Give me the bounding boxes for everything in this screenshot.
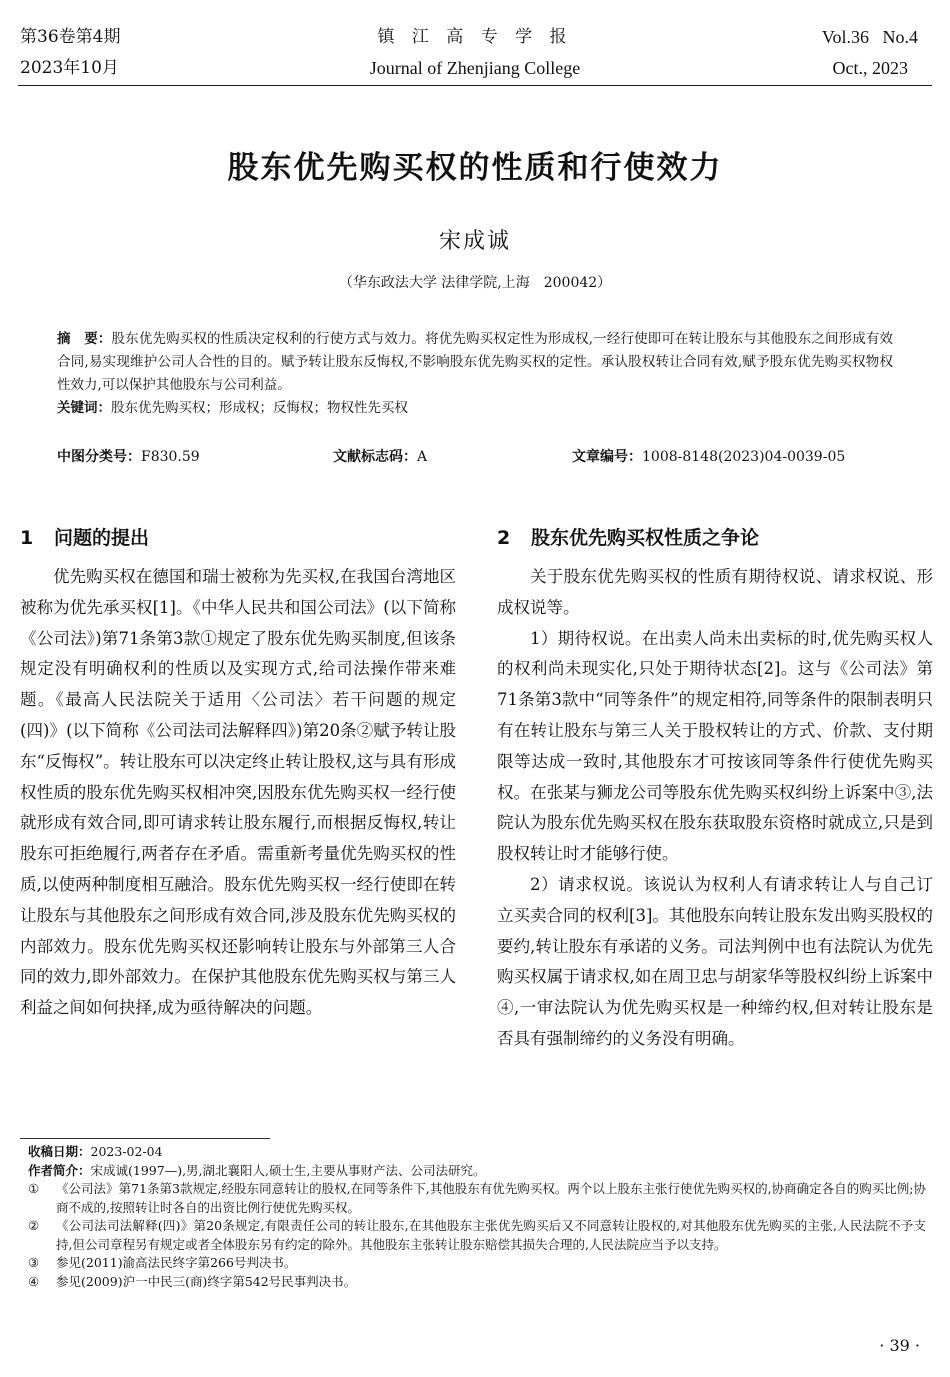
page-number: · 39 ·: [879, 1336, 920, 1355]
footnote-mark: 收稿日期：: [28, 1144, 91, 1159]
footnote-text: 宋成诚(1997—),男,湖北襄阳人,硕士生,主要从事财产法、公司法研究。: [90, 1162, 486, 1178]
footnote-received: [28, 1143, 926, 1162]
footnote-text: 《公司法》第71条第3款规定,经股东同意转让的股权,在同等条件下,其他股东有优先购买权。两个以上股东主张行使优先购买权的,协商确定各自的购买比例;协商不成的,按照转让时各自的出资比例行使优先购买权。: [56, 1181, 926, 1215]
abstract-block: [57, 328, 893, 420]
clc-code: [57, 446, 200, 466]
section-title: 股东优先购买权性质之争论: [531, 527, 760, 549]
footnote-text: 参见(2009)沪一中民三(商)终字第542号民事判决书。: [56, 1273, 357, 1289]
doc-code-value: A: [417, 449, 428, 465]
right-column: [497, 523, 933, 1055]
footnote-author: [28, 1162, 926, 1181]
header-rule: [18, 85, 932, 86]
header-journal-en: Journal of Zhenjiang College: [369, 58, 581, 78]
abstract-label: 摘 要：: [57, 331, 112, 347]
left-column: [20, 523, 456, 1024]
header-date-en: Oct., 2023: [832, 58, 908, 78]
article-number: [572, 446, 845, 466]
clc-label: 中图分类号：: [57, 449, 141, 465]
body-paragraph: 2）请求权说。该说认为权利人有请求转让人与自己订立买卖合同的权利[3]。其他股东向转让股东发出购买股权的要约,转让股东有承诺的义务。司法判例中也有法院认为优先购买权属于请求权,如在周卫忠与胡家华等股权纠纷上诉案中④,一审法院认为优先购买权是一种缔约权,但对转让股东是否具有强制缔约的义务没有明确。: [497, 874, 933, 1048]
keywords: [57, 397, 893, 420]
footnote-mark: ③: [28, 1255, 40, 1270]
footnote-mark: ②: [28, 1218, 40, 1233]
article-no-label: 文章编号：: [572, 449, 642, 465]
article-title: 股东优先购买权的性质和行使效力: [227, 150, 723, 186]
author-affiliation: （华东政法大学 法律学院,上海 200042）: [338, 275, 612, 291]
article-no-value: 1008-8148(2023)04-0039-05: [642, 449, 846, 465]
header-date-cn: 2023年10月: [20, 58, 119, 78]
header-volume-cn: 第36卷第4期: [20, 27, 121, 47]
author-name: 宋成诚: [438, 229, 511, 254]
footnote-mark: ④: [28, 1273, 40, 1289]
section-heading: [20, 523, 456, 553]
footnote-text: 《公司法司法解释(四)》第20条规定,有限责任公司的转让股东,在其他股东主张优先购买后又不同意转让股权的,对其他股东优先购买的主张,人民法院不予支持,但公司章程另有规定或者全体股东另有约定的除外。其他股东主张转让股东赔偿其损失合理的,人民法院应当予以支持。: [56, 1218, 926, 1252]
section-title: 问题的提出: [54, 527, 150, 549]
section-number: 2: [497, 527, 511, 549]
body-paragraph: 优先购买权在德国和瑞士被称为先买权,在我国台湾地区被称为优先承买权[1]。《中华人民共和国公司法》(以下简称《公司法》)第71条第3款①规定了股东优先购买制度,但该条规定没有明确权利的性质以及实现方式,给司法操作带来难题。《最高人民法院关于适用〈公司法〉若干问题的规定(四)》(以下简称《公司法司法解释四》)第20条②赋予转让股东“反悔权”。转让股东可以决定终止转让股权,这与具有形成权性质的股东优先购买权相冲突,因股东优先购买权一经行使就形成有效合同,即可请求转让股东履行,而根据反悔权,转让股东可拒绝履行,两者存在矛盾。需重新考量优先购买权的性质,以使两种制度相互融洽。股东优先购买权一经行使即在转让股东与其他股东之间形成有效合同,涉及股东优先购买权的内部效力。股东优先购买权还影响转让股东与外部第三人合同的效力,即外部效力。在保护其他股东优先购买权与第三人利益之间如何抉择,成为亟待解决的问题。: [20, 567, 456, 1018]
footnote-item: [28, 1217, 926, 1254]
footnote-item: [28, 1273, 926, 1292]
section-heading: [497, 523, 933, 553]
section-number: 1: [20, 527, 34, 549]
footnote-item: [28, 1180, 926, 1217]
body-paragraph: 1）期待权说。在出卖人尚未出卖标的时,优先购买权人的权利尚未现实化,只处于期待状态[2]。这与《公司法》第71条第3款中“同等条件”的规定相符,同等条件的限制表明只有在转让股东与第三人关于股权转让的方式、价款、支付期限等达成一致时,其他股东才可按该同等条件行使优先购买权。在张某与狮龙公司等股东优先购买权纠纷上诉案中③,法院认为股东优先购买权在股东获取股东资格时就成立,只是到股权转让时才能够行使。: [497, 628, 933, 864]
footnotes: [28, 1143, 926, 1291]
footnote-text: 参见(2011)渝高法民终字第266号判决书。: [56, 1255, 297, 1270]
abstract: [57, 328, 893, 397]
footnote-mark: ①: [28, 1181, 40, 1196]
keywords-label: 关键词：: [57, 400, 111, 416]
header-journal-cn: 镇 江 高 专 学 报: [377, 27, 573, 47]
abstract-text: 股东优先购买权的性质决定权利的行使方式与效力。将优先购买权定性为形成权,一经行使即可在转让股东与其他股东之间形成有效合同,易实现维护公司人合性的目的。赋予转让股东反悔权,不影响股东优先购买权的定性。承认股权转让合同有效,赋予股东优先购买权物权性效力,可以保护其他股东与公司利益。: [57, 331, 894, 393]
doc-code-label: 文献标志码：: [333, 449, 417, 465]
keywords-text: 股东优先购买权；形成权；反悔权；物权性先买权: [111, 400, 408, 416]
body-paragraph: 关于股东优先购买权的性质有期待权说、请求权说、形成权说等。: [497, 567, 933, 617]
footnote-rule: [20, 1138, 270, 1139]
document-code: [333, 446, 427, 466]
footnote-item: [28, 1254, 926, 1273]
footnote-mark: 作者简介：: [28, 1162, 91, 1178]
header-volume-en: Vol.36 No.4: [821, 27, 918, 47]
footnote-text: 2023-02-04: [90, 1144, 163, 1159]
clc-value: F830.59: [141, 449, 200, 465]
